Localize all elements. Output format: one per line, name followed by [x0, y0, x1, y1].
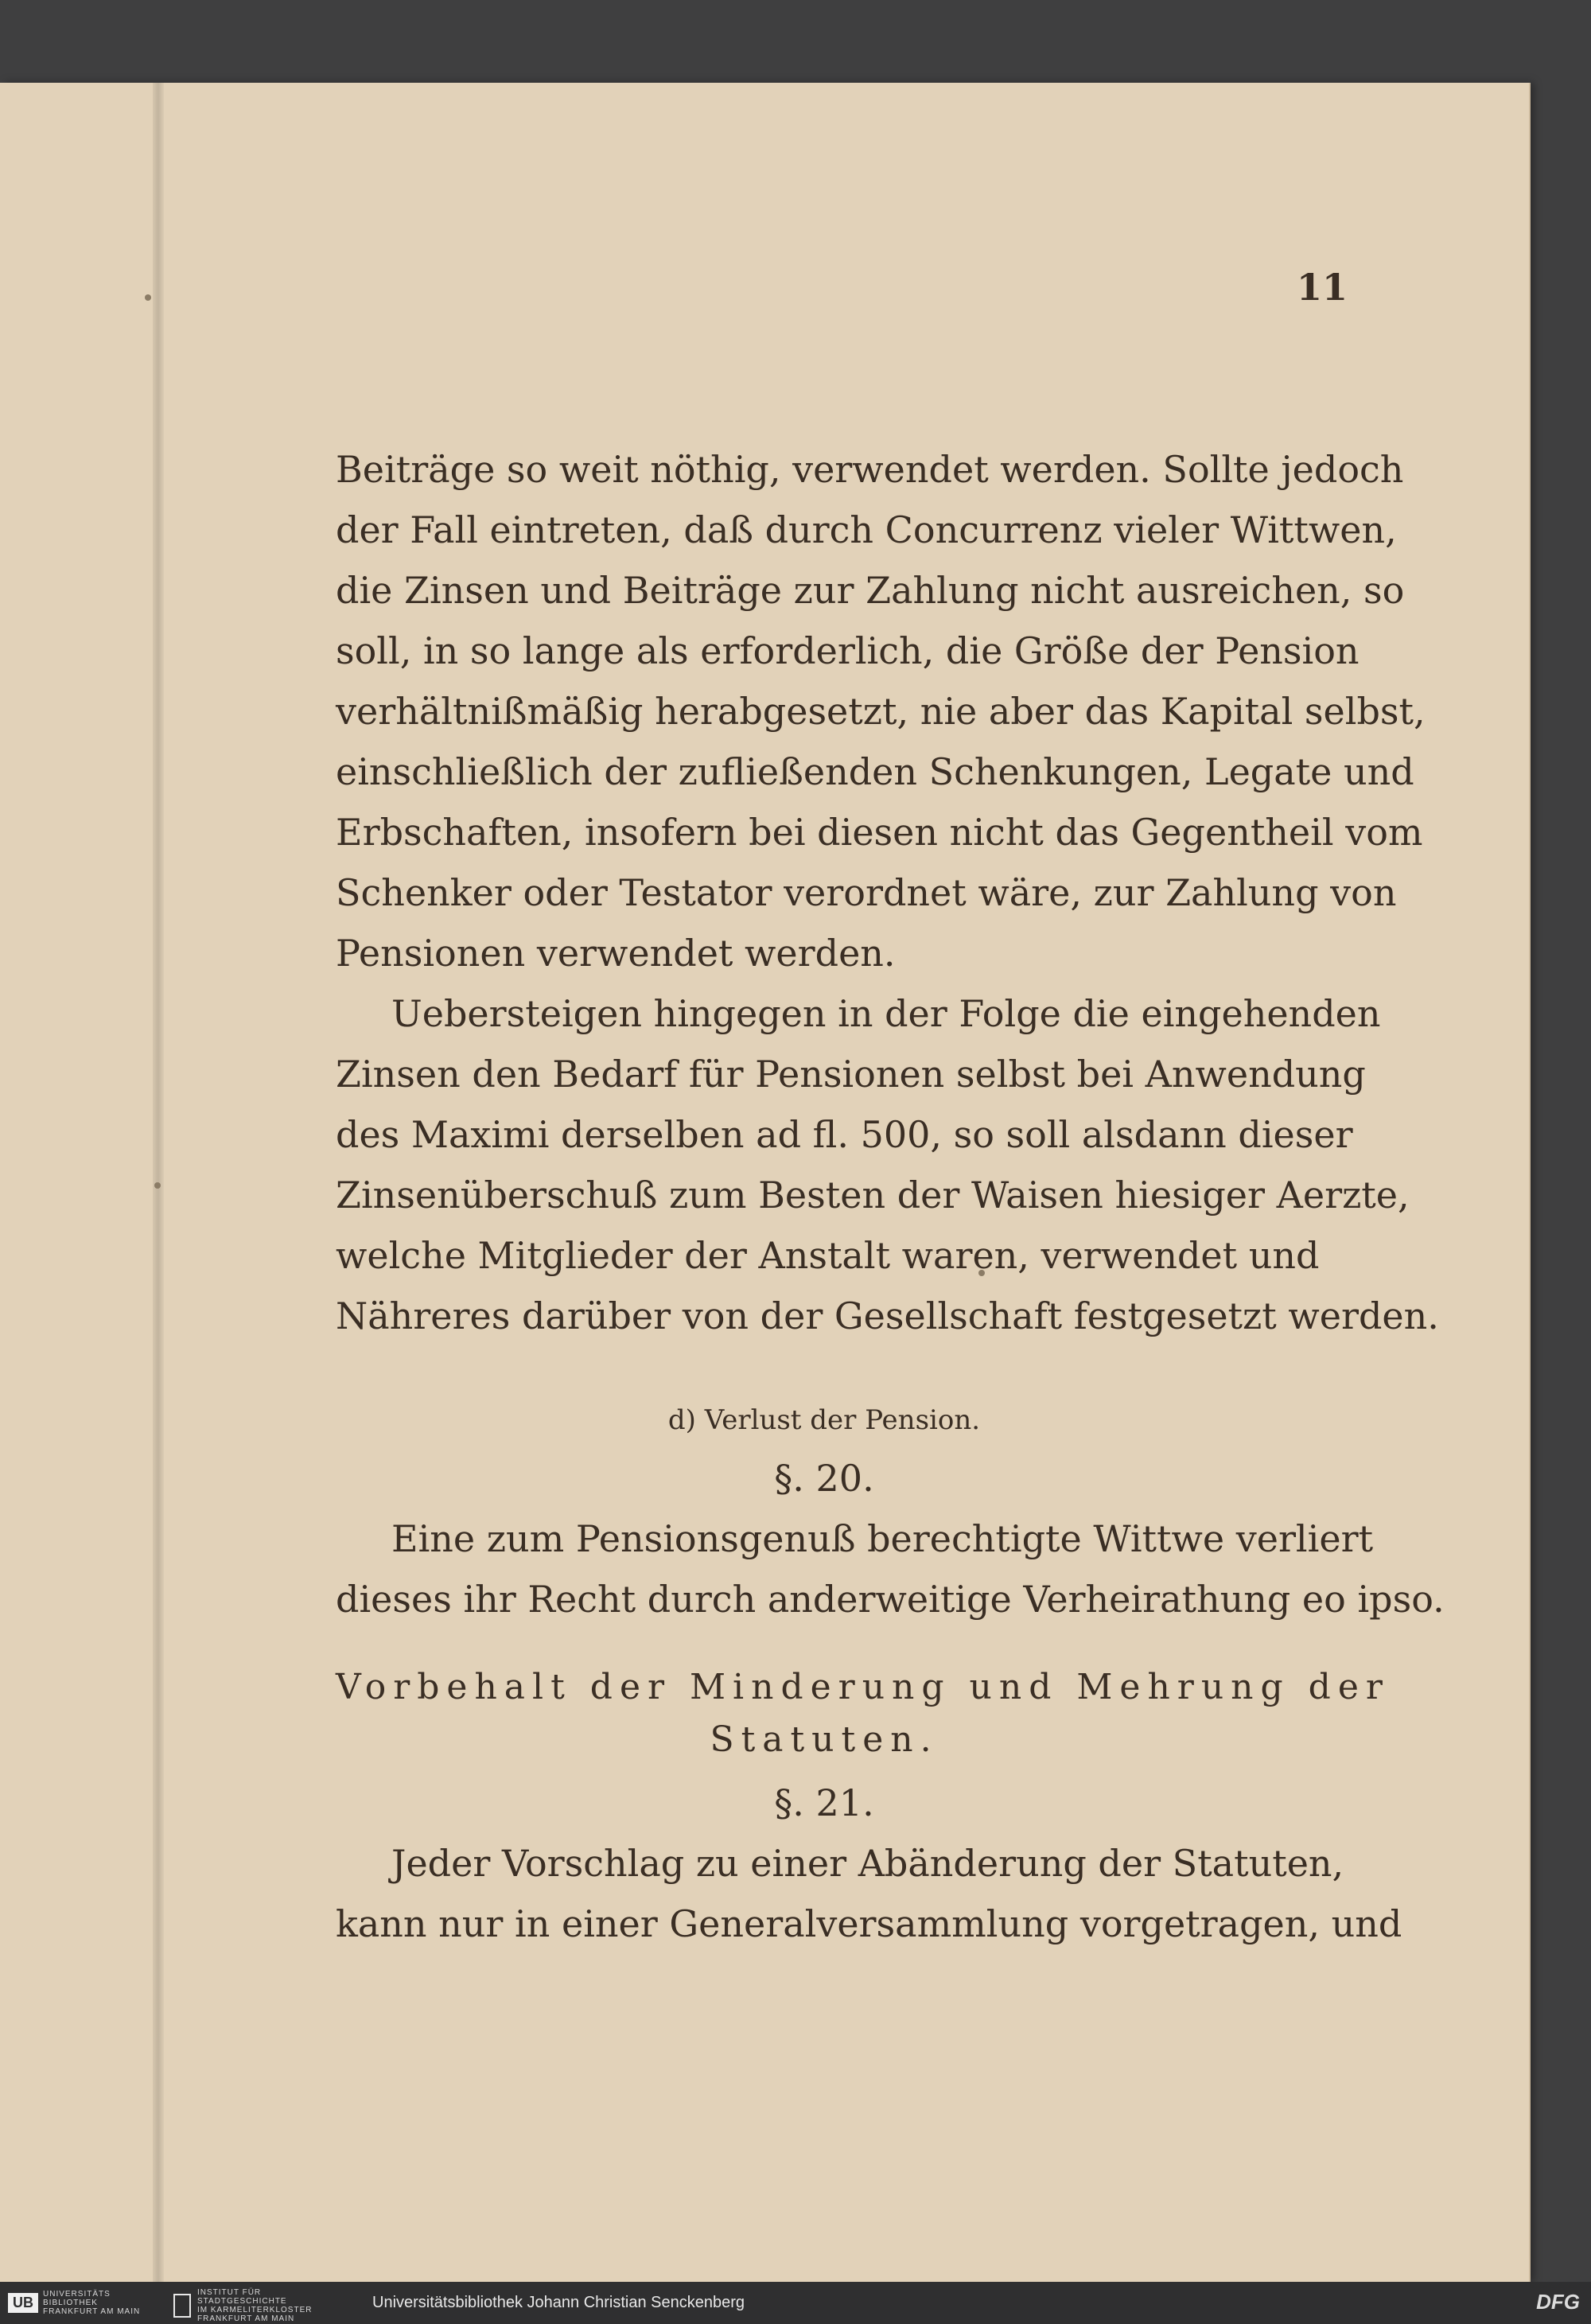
text-line: Nähreres darüber von der Gesellschaft festgesetzt werden.: [336, 1294, 1439, 1337]
text-line: der Fall eintreten, daß durch Concurrenz vieler Wittwen,: [336, 508, 1397, 551]
text-line: Zinsen den Bedarf für Pensionen selbst bei Anwendung: [336, 1053, 1366, 1096]
section-number: §. 20.: [774, 1457, 874, 1500]
text-line: einschließlich der zufließenden Schenkungen, Legate und: [336, 750, 1414, 793]
text-line: Jeder Vorschlag zu einer Abänderung der Statuten,: [391, 1842, 1344, 1885]
isg-logo-line: FRANKFURT AM MAIN: [197, 2314, 295, 2323]
ub-logo[interactable]: [8, 2288, 140, 2317]
page-number: 11: [1296, 266, 1348, 309]
dfg-logo[interactable]: DFG: [1536, 2290, 1580, 2314]
isg-logo-line: INSTITUT FÜR: [197, 2288, 262, 2297]
text-line: des Maximi derselben ad fl. 500, so soll alsdann dieser: [336, 1113, 1353, 1156]
text-line: Eine zum Pensionsgenuß berechtigte Wittwe verliert: [391, 1517, 1374, 1560]
text-line: soll, in so lange als erforderlich, die Größe der Pension: [336, 629, 1360, 672]
ub-logo-badge: UB: [8, 2293, 38, 2313]
ub-logo-line: BIBLIOTHEK: [43, 2298, 98, 2307]
document-page: [0, 83, 1529, 2282]
text-line: Erbschaften, insofern bei diesen nicht das Gegentheil vom: [336, 811, 1423, 854]
isg-logo-text: [197, 2288, 312, 2323]
section-heading: Vorbehalt der Minderung und Mehrung der: [336, 1667, 1390, 1707]
text-line: Zinsenüberschuß zum Besten der Waisen hiesiger Aerzte,: [336, 1174, 1410, 1216]
isg-emblem-icon: [173, 2294, 191, 2318]
section-heading: d) Verlust der Pension.: [667, 1404, 981, 1436]
text-line: kann nur in einer Generalversammlung vorgetragen, und: [336, 1902, 1402, 1945]
section-heading: Statuten.: [710, 1719, 939, 1760]
text-line: die Zinsen und Beiträge zur Zahlung nicht ausreichen, so: [336, 569, 1405, 612]
library-name: Universitätsbibliothek Johann Christian Senckenberg: [372, 2294, 745, 2311]
page-text: [336, 439, 1445, 1954]
isg-logo-line: STADTGESCHICHTE: [197, 2297, 287, 2306]
section-number: §. 21.: [774, 1781, 874, 1824]
footer-bar: [0, 2282, 1591, 2324]
ub-logo-line: UNIVERSITÄTS: [43, 2289, 111, 2299]
text-line: Schenker oder Testator verordnet wäre, zur Zahlung von: [336, 871, 1397, 914]
isg-logo-line: IM KARMELITERKLOSTER: [197, 2306, 313, 2314]
text-line: dieses ihr Recht durch anderweitige Verheirathung eo ipso.: [336, 1578, 1445, 1621]
ub-logo-text: [43, 2290, 140, 2316]
text-line: verhältnißmäßig herabgesetzt, nie aber das Kapital selbst,: [336, 690, 1426, 733]
ub-logo-line: FRANKFURT AM MAIN: [43, 2306, 141, 2316]
text-line: Uebersteigen hingegen in der Folge die eingehenden: [391, 992, 1381, 1035]
paper-speck: [154, 1182, 161, 1189]
isg-logo[interactable]: [173, 2288, 312, 2323]
text-line: Pensionen verwendet werden.: [336, 932, 896, 975]
paper-speck: [145, 294, 151, 301]
text-line: welche Mitglieder der Anstalt waren, verwendet und: [336, 1234, 1320, 1277]
text-line: Beiträge so weit nöthig, verwendet werden. Sollte jedoch: [336, 448, 1404, 491]
